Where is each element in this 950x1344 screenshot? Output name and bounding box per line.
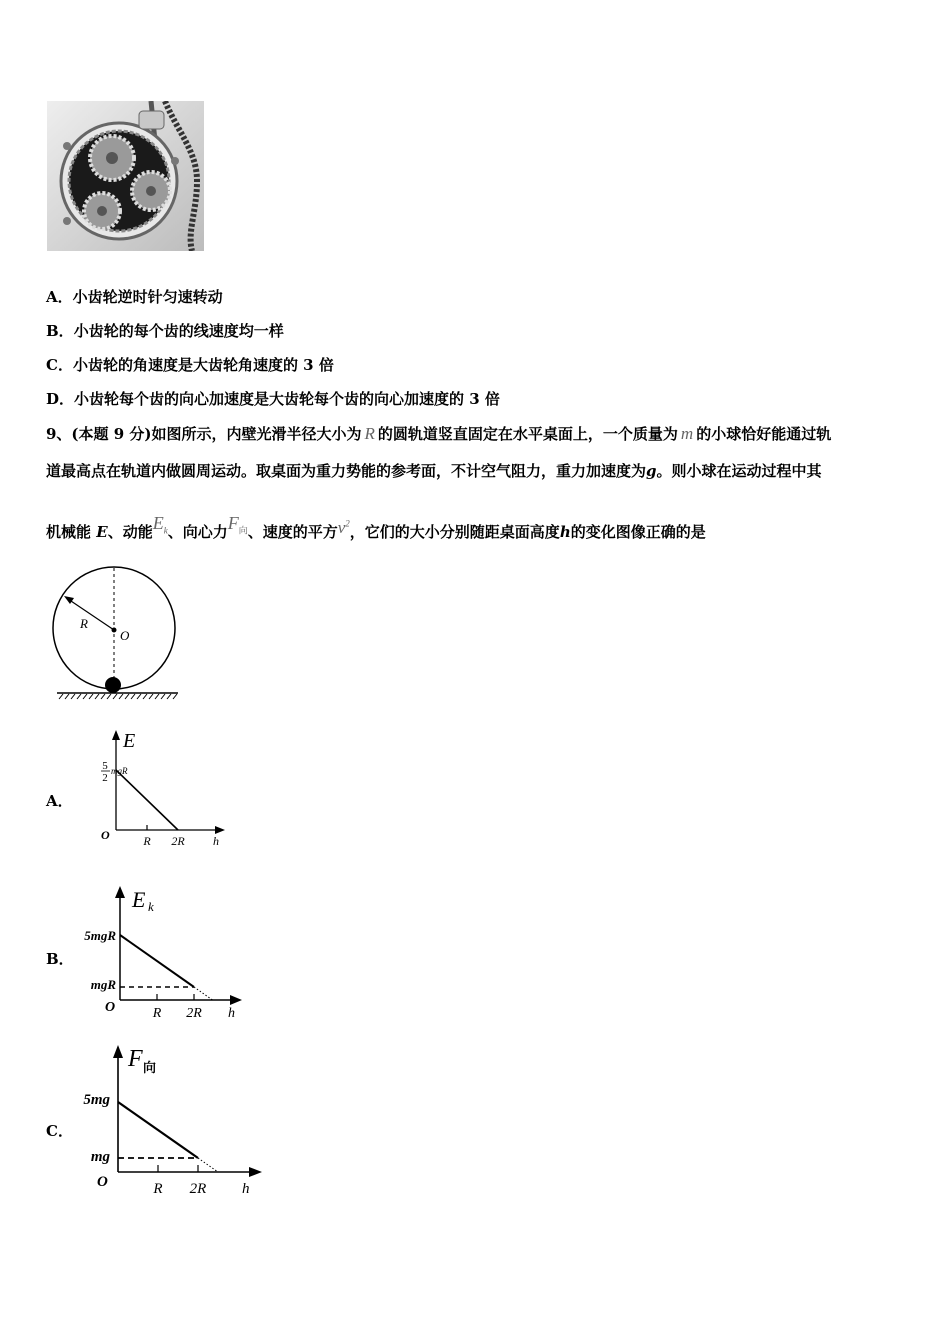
graph-a-tick-label-r: R — [143, 834, 151, 848]
graph-b-y-axis-label: E — [132, 887, 146, 912]
graph-b-line — [120, 935, 194, 987]
option-d: D．小齿轮每个齿的向心加速度是大齿轮每个齿的向心加速度的 3 倍 — [46, 390, 500, 408]
graph-b-y-axis-sub: k — [148, 899, 154, 914]
graph-a-tick-label-2r: 2R — [171, 834, 185, 848]
graph-a-y-value-unit: mgR — [111, 766, 128, 776]
radius-arrow — [68, 599, 114, 630]
graph-a-line — [116, 770, 178, 830]
graph-a-y-value-num: 5 — [102, 760, 108, 772]
center-label: O — [120, 628, 130, 643]
ball — [105, 677, 121, 693]
center-point — [112, 628, 117, 633]
graph-c-option-label: C． — [46, 1122, 73, 1140]
gear-photo — [47, 101, 204, 251]
graph-b — [72, 880, 252, 1025]
graph-a-y-axis-label: E — [123, 730, 136, 752]
graph-b-y-top: 5mgR — [84, 928, 116, 943]
option-c: C．小齿轮的角速度是大齿轮角速度的 3 倍 — [46, 356, 334, 374]
question-9-line-2: 道最高点在轨道内做圆周运动。取桌面为重力势能的参考面，不计空气阻力，重力加速度为g。则小球在运动过程中其 — [46, 462, 822, 480]
graph-b-x-axis-label: h — [228, 1006, 235, 1021]
graph-a-origin: O — [101, 828, 110, 842]
graph-c-line — [118, 1102, 198, 1158]
graph-a-option-label: A． — [46, 792, 73, 810]
graph-b-origin: O — [105, 1000, 116, 1015]
graph-b-y-low: mgR — [90, 977, 116, 992]
option-a: A．小齿轮逆时针匀速转动 — [46, 288, 223, 306]
graph-a-y-value-den: 2 — [102, 772, 108, 784]
question-9-line-3: 机械能 E、动能$E_k$、向心力$F_向$、速度的平方$v^2$，它们的大小分别随距桌面高度h的变化图像正确的是 — [46, 513, 706, 541]
graph-b-dotted-extension — [194, 987, 213, 1000]
question-9-line-1: 9、(本题 9 分)如图所示，内壁光滑半径大小为 R 的圆轨道竖直固定在水平桌面上，一个质量为 m 的小球恰好能通过轨 — [46, 424, 832, 443]
graph-c-tick-label-2r: 2R — [189, 1181, 207, 1197]
graph-c-dotted-extension — [198, 1158, 218, 1172]
graph-a-x-axis-label: h — [213, 834, 219, 848]
graph-b-tick-label-r: R — [152, 1006, 162, 1021]
graph-c-y-low: mg — [90, 1149, 110, 1165]
graph-c — [72, 1038, 267, 1200]
graph-c-y-top: 5mg — [83, 1092, 110, 1108]
graph-c-x-axis-label: h — [242, 1181, 250, 1197]
graph-b-tick-label-2r: 2R — [186, 1006, 202, 1021]
graph-c-y-axis-label: F — [128, 1046, 143, 1072]
graph-c-tick-label-r: R — [153, 1181, 163, 1197]
graph-a — [95, 728, 235, 853]
option-b: B．小齿轮的每个齿的线速度均一样 — [46, 322, 284, 340]
graph-c-origin: O — [97, 1174, 108, 1190]
circular-track-figure — [52, 566, 182, 700]
graph-c-y-axis-sub: 向 — [143, 1060, 157, 1075]
graph-b-option-label: B． — [46, 950, 74, 968]
radius-label: R — [80, 616, 88, 631]
